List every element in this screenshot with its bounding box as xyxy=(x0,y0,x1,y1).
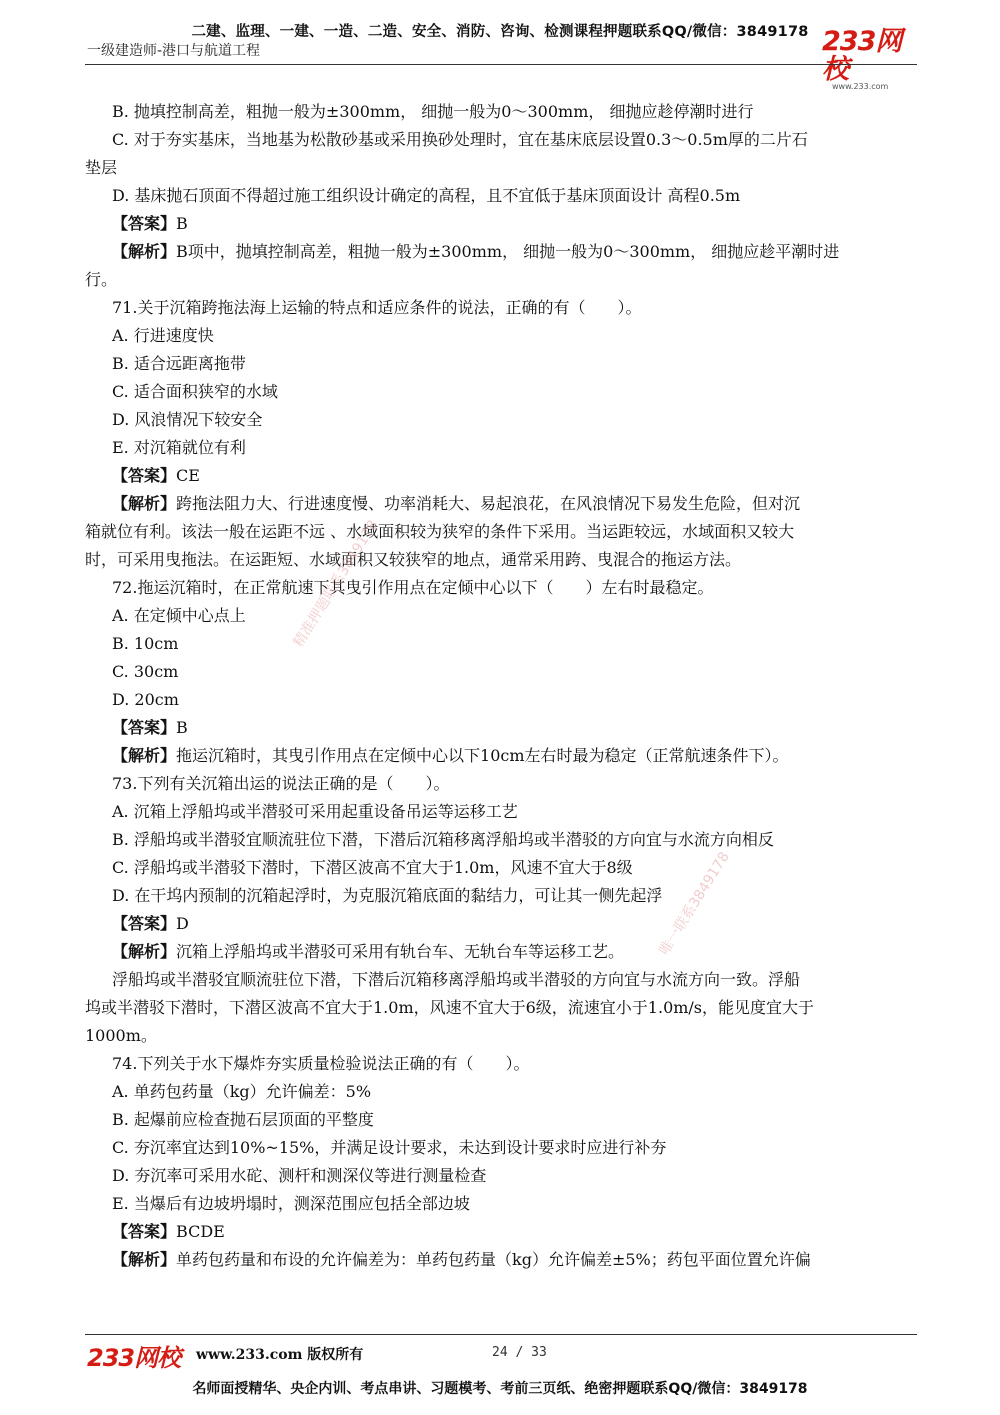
question-line: 73.下列有关沉箱出运的说法正确的是（ ）。 xyxy=(112,774,450,793)
analysis-line: 【解析】跨拖法阻力大、行进速度慢、功率消耗大、易起浪花，在风浪情况下易发生危险，但对沉 xyxy=(112,494,801,513)
analysis-line: 【解析】B项中，抛填控制高差，粗抛一般为±300mm， 细抛一般为0～300mm， 细抛应趁平潮时进 xyxy=(112,242,840,261)
option-line: D. 夯沉率可采用水砣、测杆和测深仪等进行测量检查 xyxy=(112,1166,487,1185)
label-tag: 【解析】 xyxy=(112,242,177,261)
label-tag: 【答案】 xyxy=(112,718,177,737)
watermark-text: 精准押题联系3849178 xyxy=(290,517,382,651)
footer-promo-line: 名师面授精华、央企内训、考点串讲、习题模考、考前三页纸、绝密押题联系QQ/微信：3849178 xyxy=(192,1381,808,1397)
page-number: 24 / 33 xyxy=(492,1345,547,1360)
option-line: E. 当爆后有边坡坍塌时，测深范围应包括全部边坡 xyxy=(112,1194,470,1213)
continuation-line: 坞或半潜驳下潜时，下潜区波高不宜大于1.0m，风速不宜大于6级，流速宜小于1.0m/s，能见度宜大于 xyxy=(85,998,815,1017)
continuation-line: 1000m。 xyxy=(85,1026,157,1045)
watermark-text: 唯一联系3849178 xyxy=(656,849,733,959)
option-line: B. 抛填控制高差，粗抛一般为±300mm， 细抛一般为0～300mm， 细抛应趁停潮时进行 xyxy=(112,102,754,121)
option-line: D. 20cm xyxy=(112,690,179,709)
continuation-line: 行。 xyxy=(85,270,118,289)
header-divider xyxy=(85,64,917,65)
answer-line: 【答案】B xyxy=(112,214,188,233)
brand-logo-url: www.233.com xyxy=(832,82,889,91)
answer-line: 【答案】B xyxy=(112,718,188,737)
label-tag: 【答案】 xyxy=(112,466,177,485)
option-line: E. 对沉箱就位有利 xyxy=(112,438,246,457)
option-line: A. 行进速度快 xyxy=(112,326,214,345)
label-tag: 【解析】 xyxy=(112,942,177,961)
option-line: C. 30cm xyxy=(112,662,179,681)
option-line: A. 单药包药量（kg）允许偏差：5% xyxy=(112,1082,372,1101)
question-line: 72.拖运沉箱时，在正常航速下其曳引作用点在定倾中心以下（ ）左右时最稳定。 xyxy=(112,578,714,597)
document-body xyxy=(85,98,917,1274)
question-line: 71.关于沉箱跨拖法海上运输的特点和适应条件的说法，正确的有（ ）。 xyxy=(112,298,642,317)
header-contact-line: 二建、监理、一建、一造、二造、安全、消防、咨询、检测课程押题联系QQ/微信：3849178 xyxy=(191,24,809,40)
brand-logo-text: 233网校 xyxy=(822,26,902,85)
continuation-line: 垫层 xyxy=(85,158,118,177)
option-line: B. 起爆前应检查抛石层顶面的平整度 xyxy=(112,1110,374,1129)
label-tag: 【解析】 xyxy=(112,746,177,765)
option-line: C. 对于夯实基床，当地基为松散砂基或采用换砂处理时，宜在基床底层设置0.3～0.5m厚的二片石 xyxy=(112,130,808,149)
analysis-line: 浮船坞或半潜驳宜顺流驻位下潜，下潜后沉箱移离浮船坞或半潜驳的方向宜与水流方向一致。浮船 xyxy=(112,970,801,989)
question-line: 74.下列关于水下爆炸夯实质量检验说法正确的有（ ）。 xyxy=(112,1054,530,1073)
label-tag: 【解析】 xyxy=(112,1250,177,1269)
option-line: D. 风浪情况下较安全 xyxy=(112,410,263,429)
brand-logo xyxy=(822,26,922,91)
analysis-line: 【解析】沉箱上浮船坞或半潜驳可采用有轨台车、无轨台车等运移工艺。 xyxy=(112,942,625,961)
option-line: C. 夯沉率宜达到10%~15%，并满足设计要求，未达到设计要求时应进行补夯 xyxy=(112,1138,667,1157)
answer-line: 【答案】D xyxy=(112,914,189,933)
option-line: A. 沉箱上浮船坞或半潜驳可采用起重设备吊运等运移工艺 xyxy=(112,802,518,821)
analysis-line: 【解析】单药包药量和布设的允许偏差为：单药包药量（kg）允许偏差±5%；药包平面位置允许偏 xyxy=(112,1250,811,1269)
header-subject: 一级建造师-港口与航道工程 xyxy=(87,43,261,59)
answer-line: 【答案】CE xyxy=(112,466,200,485)
option-line: C. 浮船坞或半潜驳下潜时，下潜区波高不宜大于1.0m，风速不宜大于8级 xyxy=(112,858,633,877)
continuation-line: 箱就位有利。该法一般在运距不远 、水域面积较为狭窄的条件下采用。当运距较远，水域面积又较大 xyxy=(85,522,795,541)
answer-line: 【答案】BCDE xyxy=(112,1222,225,1241)
label-tag: 【答案】 xyxy=(112,914,177,933)
footer-logo: 233网校 xyxy=(87,1344,181,1372)
label-tag: 【解析】 xyxy=(112,494,177,513)
option-line: B. 10cm xyxy=(112,634,179,653)
option-line: B. 适合远距离拖带 xyxy=(112,354,246,373)
option-line: A. 在定倾中心点上 xyxy=(112,606,246,625)
label-tag: 【答案】 xyxy=(112,1222,177,1241)
option-line: D. 基床抛石顶面不得超过施工组织设计确定的高程，且不宜低于基床顶面设计 高程0.5m xyxy=(112,186,741,205)
analysis-line: 【解析】拖运沉箱时，其曳引作用点在定倾中心以下10cm左右时最为稳定（正常航速条件下）。 xyxy=(112,746,789,765)
continuation-line: 时，可采用曳拖法。在运距短、水域面积又较狭窄的地点，通常采用跨、曳混合的拖运方法。 xyxy=(85,550,742,569)
label-tag: 【答案】 xyxy=(112,214,177,233)
option-line: C. 适合面积狭窄的水域 xyxy=(112,382,278,401)
option-line: B. 浮船坞或半潜驳宜顺流驻位下潜，下潜后沉箱移离浮船坞或半潜驳的方向宜与水流方向相反 xyxy=(112,830,774,849)
footer-copyright: www.233.com 版权所有 xyxy=(196,1347,364,1363)
footer-divider xyxy=(85,1334,917,1335)
option-line: D. 在干坞内预制的沉箱起浮时，为克服沉箱底面的黏结力，可让其一侧先起浮 xyxy=(112,886,663,905)
